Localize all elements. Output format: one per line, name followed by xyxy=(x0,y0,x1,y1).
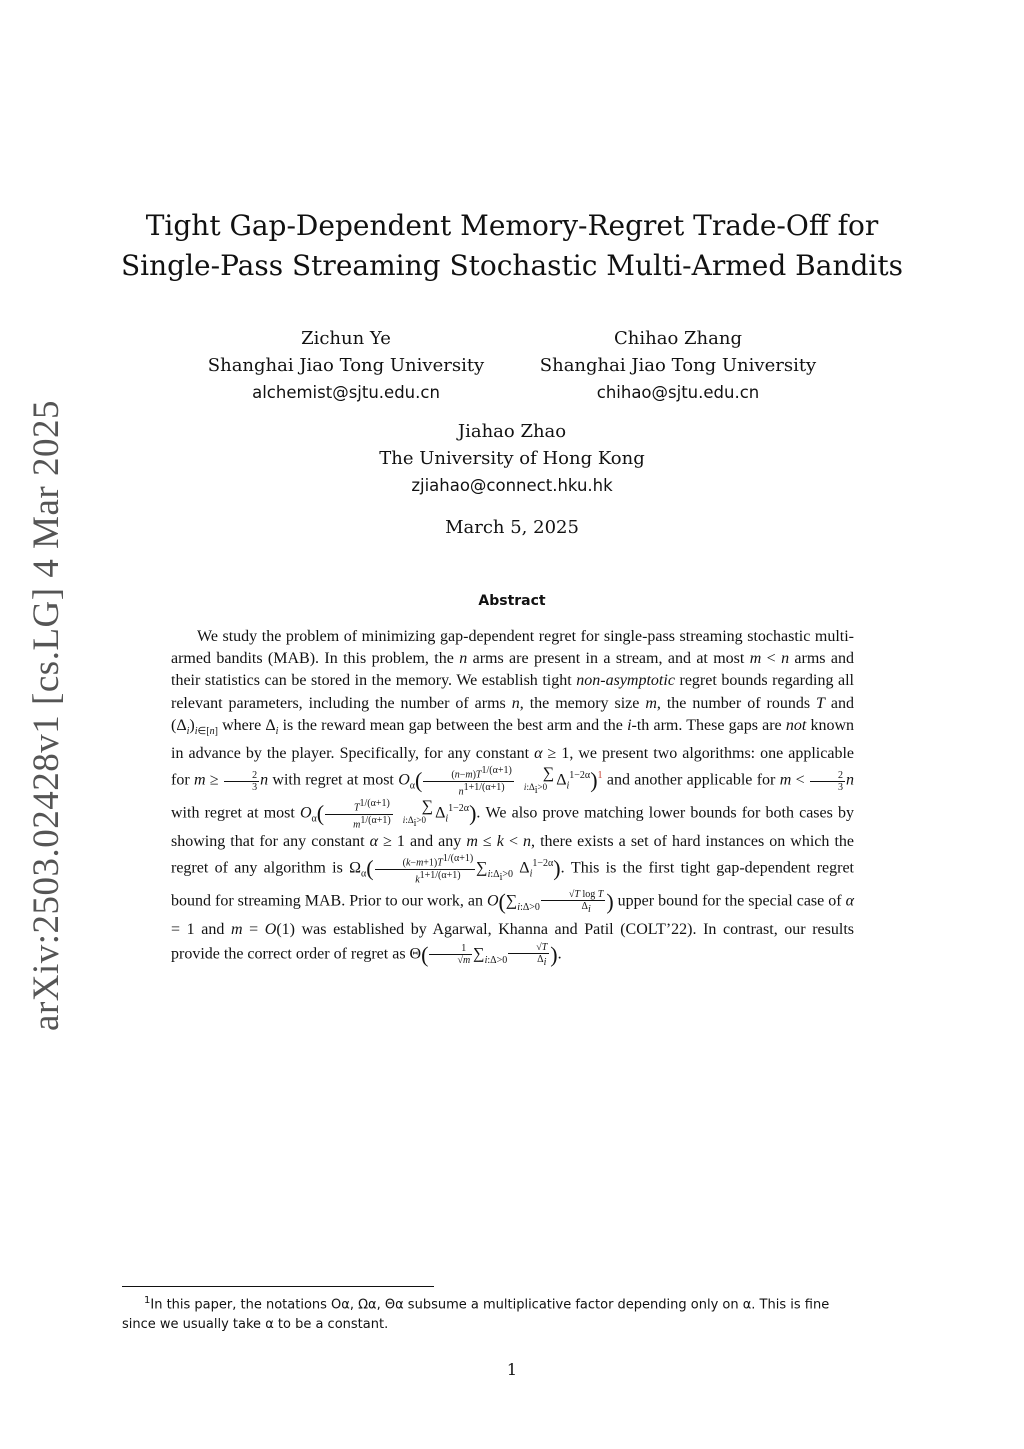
author-block-2 xyxy=(528,325,828,406)
page-number: 1 xyxy=(506,1360,518,1379)
footnote-mark: 1 xyxy=(144,1295,151,1306)
author-affiliation: Shanghai Jiao Tong University xyxy=(539,355,817,376)
author-affiliation: Shanghai Jiao Tong University xyxy=(207,355,485,376)
author-email[interactable]: alchemist@sjtu.edu.cn xyxy=(252,383,440,402)
author-name: Jiahao Zhao xyxy=(457,421,567,442)
footnote: $^1$In this paper, the notations Oα, Ωα, Θα subsume a multiplicative factor depending only on α. This is fine since we usually take α to be a constant. xyxy=(122,1295,830,1333)
abstract-heading: Abstract xyxy=(478,593,546,609)
author-name: Chihao Zhang xyxy=(614,328,742,349)
abstract-body: We study the problem of minimizing gap-dependent regret for single-pass streaming stochastic multi-armed bandits (MAB). In this problem, the n arms are present in a stream, and at most m < n arms and their statistics can be stored in the memory. We establish tight non-asymptotic regret bounds regarding all relevant parameters, including the number of arms n, the memory size m, the number of rounds T and $(\Delta_i)_{i\in[n]}$ where $\Delta_i$ is the reward mean gap between the best arm and the i-th arm. These gaps are not known in advance by the player. Specifically, for any constant α ≥ 1, we present two algorithms: one applicable for m ≥ $\frac{2}{3}$ n with regret at most $O_\alpha$( $\frac{(n-m)T^{1/(\alpha+1)}}{n^{1+1/(\alpha+1)}}$ ∑ $i:\Delta_i>0$ $\Delta_i^{1-2\alpha})^1$ and another applicable for m < $\frac{2}{3}$ n with regret at most $O_\alpha$( $\frac{T^{1/(\alpha+1)}}{m^{1/(\alpha+1)}}$ ∑ $i:\Delta_i>0$ $\Delta_i^{1-2\alpha}$). We also prove matching lower bounds for both cases by showing that for any constant α ≥ 1 and any m ≤ k < n, there exists a set of hard instances on which the regret of any algorithm is $\Omega_\alpha$( $\frac{(k-m+1)T^{1/(\alpha+1)}}{k^{1+1/(\alpha+1)}}$ $\sum_{i:\Delta_i>0}$ $\Delta_i^{1-2\alpha}$). This is the first tight gap-dependent regret bound for streaming MAB. Prior to our work, an $O(\sum_{i:\Delta>0}$ $\frac{\text{√T log T}}{\Delta_i}$ ) upper bound for the special case of α = 1 and m = O(1) was established by Agarwal, Khanna and Patil (COLT’22). In contrast, our results provide the correct order of regret as Θ( $\frac{1}{√m}$ $\sum_{i:\Delta>0}$ $\frac{√T}{\Delta_i}$ ). xyxy=(171,628,855,968)
author-block-3 xyxy=(312,418,712,499)
author-email[interactable]: zjiahao@connect.hku.hk xyxy=(411,476,613,495)
author-block-1 xyxy=(196,325,496,406)
author-email[interactable]: chihao@sjtu.edu.cn xyxy=(596,383,760,402)
paper-title: Tight Gap-Dependent Memory-Regret Trade-Off for Single-Pass Streaming Stochastic Multi-Armed Bandits xyxy=(121,209,903,282)
paper-date: March 5, 2025 xyxy=(445,517,579,538)
arxiv-stamp: arXiv:2503.02428v1 [cs.LG] 4 Mar 2025 xyxy=(25,399,67,1031)
author-name: Zichun Ye xyxy=(301,328,391,349)
author-affiliation: The University of Hong Kong xyxy=(379,448,645,469)
footnote-rule xyxy=(122,1286,434,1287)
